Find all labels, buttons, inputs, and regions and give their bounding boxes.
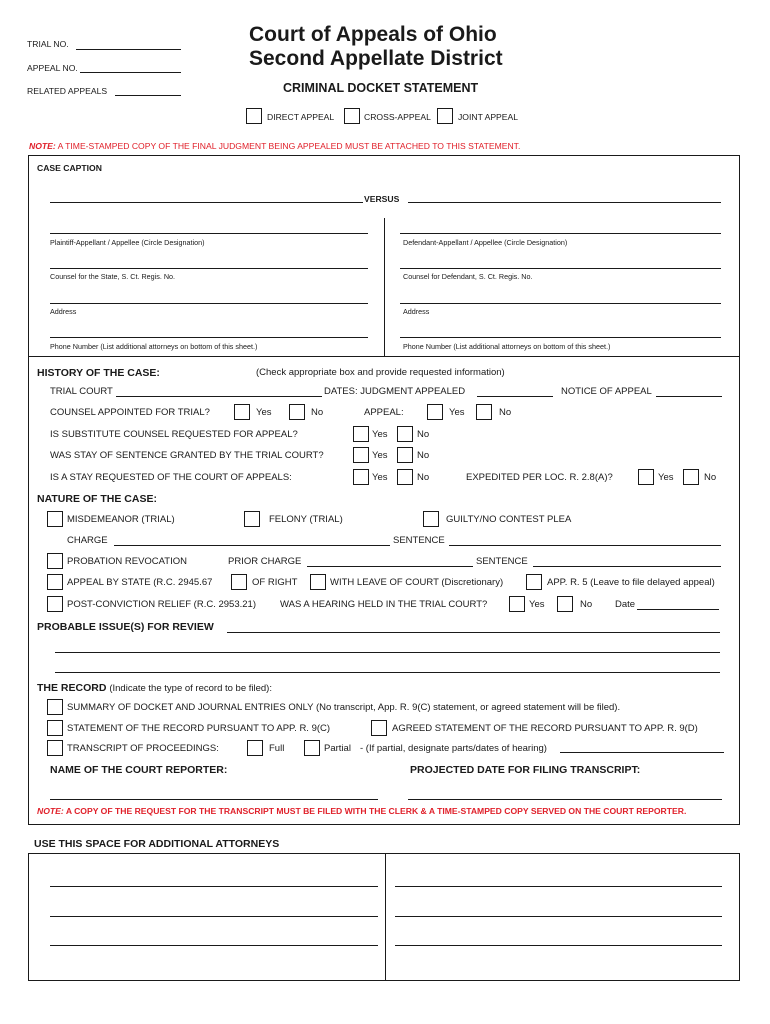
record-instruction: (Indicate the type of record to be filed): [109,683,272,694]
substitute-counsel-no-label: No [417,429,430,440]
prior-charge-field[interactable] [307,566,473,567]
misdemeanor-checkbox[interactable] [47,511,63,527]
hearing-no-label: No [580,599,593,610]
phone-right-field[interactable] [400,337,721,338]
stay-granted-label: WAS STAY OF SENTENCE GRANTED BY THE TRIAL COURT? [50,450,324,461]
full-label: Full [269,743,285,754]
hearing-yes-label: Yes [529,599,545,610]
stay-granted-no-label: No [417,450,430,461]
notice-of-appeal-label: NOTICE OF APPEAL [561,386,652,397]
guilty-plea-label: GUILTY/NO CONTEST PLEA [446,514,572,525]
transcript-label: TRANSCRIPT OF PROCEEDINGS: [67,743,219,754]
stay-requested-yes-label: Yes [372,472,388,483]
summary-checkbox[interactable] [47,699,63,715]
nature-title: NATURE OF THE CASE: [37,493,157,505]
substitute-counsel-label: IS SUBSTITUTE COUNSEL REQUESTED FOR APPEAL? [50,429,298,440]
trial-no-label: TRIAL NO. [27,39,69,49]
form-subtitle: CRIMINAL DOCKET STATEMENT [283,81,479,95]
felony-label: FELONY (TRIAL) [269,514,343,525]
attorney-right-line-2[interactable] [395,916,722,917]
caption-left-field[interactable] [50,202,363,203]
additional-divider [385,853,386,981]
counsel-defendant-field[interactable] [400,268,721,269]
caption-divider [384,218,385,356]
caption-bottom-rule [28,356,740,357]
date-label: Date [615,599,636,610]
cross-appeal-checkbox[interactable] [344,108,360,124]
versus-label: VERSUS [364,194,400,204]
issues-title: PROBABLE ISSUE(S) FOR REVIEW [37,621,214,633]
bottom-note-text: A COPY OF THE REQUEST FOR THE TRANSCRIPT MUST BE FILED WITH THE CLERK & A TIME-STAMPED COPY SERVED ON THE COURT REPORTER. [65,806,687,816]
hearing-held-label: WAS A HEARING HELD IN THE TRIAL COURT? [280,599,488,610]
reporter-field[interactable] [50,799,378,800]
reporter-label: NAME OF THE COURT REPORTER: [50,764,228,776]
plaintiff-label: Plaintiff-Appellant / Appellee (Circle Designation) [50,238,205,247]
record-title: THE RECORD [37,682,107,694]
additional-attorneys-frame [28,853,740,981]
phone-left-field[interactable] [50,337,368,338]
additional-title: USE THIS SPACE FOR ADDITIONAL ATTORNEYS [34,838,280,850]
counsel-state-field[interactable] [50,268,368,269]
top-note-text: A TIME-STAMPED COPY OF THE FINAL JUDGMENT BEING APPEALED MUST BE ATTACHED TO THIS STATEMENT. [57,141,521,151]
misdemeanor-label: MISDEMEANOR (TRIAL) [67,514,175,525]
partial-label: Partial [324,743,351,754]
direct-appeal-label: DIRECT APPEAL [267,112,335,122]
judgment-date-field[interactable] [477,396,553,397]
expedited-no-checkbox[interactable] [683,469,699,485]
stay-granted-no-checkbox[interactable] [397,447,413,463]
case-caption-title: CASE CAPTION [37,163,102,173]
agreed-label: AGREED STATEMENT OF THE RECORD PURSUANT TO APP. R. 9(D) [392,723,698,734]
title-line-2: Second Appellate District [249,47,503,70]
dates-judgment-label: DATES: JUDGMENT APPEALED [324,386,466,397]
counsel-appointed-yes-label: Yes [256,407,272,418]
phone-right-label: Phone Number (List additional attorneys on bottom of this sheet.) [403,342,611,351]
stay-granted-yes-label: Yes [372,450,388,461]
bottom-note-label: NOTE: [37,806,64,816]
guilty-plea-checkbox[interactable] [423,511,439,527]
joint-appeal-checkbox[interactable] [437,108,453,124]
defendant-label: Defendant-Appellant / Appellee (Circle Designation) [403,238,568,247]
post-conviction-checkbox[interactable] [47,596,63,612]
bottom-note [37,807,686,816]
counsel-state-label: Counsel for the State, S. Ct. Regis. No. [50,272,176,281]
sentence2-field[interactable] [533,566,721,567]
record-heading [37,683,272,694]
statement-checkbox[interactable] [47,720,63,736]
stay-requested-yes-checkbox[interactable] [353,469,369,485]
summary-label: SUMMARY OF DOCKET AND JOURNAL ENTRIES ONLY (No transcript, App. R. 9(C) statement, or agreed statement will be filed). [67,702,621,713]
app-r5-checkbox[interactable] [526,574,542,590]
partial-dates-field[interactable] [560,752,724,753]
expedited-yes-label: Yes [658,472,674,483]
address-left-label: Address [50,307,77,316]
transcript-checkbox[interactable] [47,740,63,756]
of-right-label: OF RIGHT [252,577,298,588]
related-appeals-label: RELATED APPEALS [27,86,108,96]
substitute-counsel-yes-label: Yes [372,429,388,440]
appeal-by-state-checkbox[interactable] [47,574,63,590]
top-note [29,142,520,151]
appeal-no-label: APPEAL NO. [27,63,78,73]
history-title: HISTORY OF THE CASE: [37,367,160,379]
felony-checkbox[interactable] [244,511,260,527]
issues-line-3[interactable] [55,672,720,673]
direct-appeal-checkbox[interactable] [246,108,262,124]
of-right-checkbox[interactable] [231,574,247,590]
post-conviction-label: POST-CONVICTION RELIEF (R.C. 2953.21) [67,599,256,610]
appeal-counsel-no-label: No [499,407,512,418]
expedited-yes-checkbox[interactable] [638,469,654,485]
appeal-by-state-label: APPEAL BY STATE (R.C. 2945.67 [67,577,213,588]
sentence-field[interactable] [449,545,721,546]
appeal-counsel-yes-label: Yes [449,407,465,418]
appeal-counsel-label: APPEAL: [364,407,404,418]
agreed-checkbox[interactable] [371,720,387,736]
trial-court-field[interactable] [116,396,322,397]
defendant-field[interactable] [400,233,721,234]
trial-court-label: TRIAL COURT [50,386,113,397]
with-leave-label: WITH LEAVE OF COURT (Discretionary) [330,577,504,588]
address-left-field[interactable] [50,303,368,304]
projected-date-field[interactable] [408,799,722,800]
hearing-yes-checkbox[interactable] [509,596,525,612]
attorney-right-line-3[interactable] [395,945,722,946]
history-instruction: (Check appropriate box and provide requested information) [256,367,505,378]
counsel-defendant-label: Counsel for Defendant, S. Ct. Regis. No. [403,272,533,281]
sentence-label: SENTENCE [393,535,445,546]
expedited-label: EXPEDITED PER LOC. R. 2.8(A)? [466,472,613,483]
plaintiff-field[interactable] [50,233,368,234]
attorney-right-line-1[interactable] [395,886,722,887]
address-right-field[interactable] [400,303,721,304]
counsel-appointed-label: COUNSEL APPOINTED FOR TRIAL? [50,407,210,418]
probation-label: PROBATION REVOCATION [67,556,187,567]
partial-note: - (If partial, designate parts/dates of hearing) [360,743,547,754]
stay-granted-yes-checkbox[interactable] [353,447,369,463]
appeal-counsel-no-checkbox[interactable] [476,404,492,420]
title-line-1: Court of Appeals of Ohio [249,23,497,46]
counsel-appointed-yes-checkbox[interactable] [234,404,250,420]
attorney-left-line-2[interactable] [50,916,378,917]
appeal-counsel-yes-checkbox[interactable] [427,404,443,420]
top-note-label: NOTE: [29,141,56,151]
substitute-counsel-yes-checkbox[interactable] [353,426,369,442]
trial-no-field[interactable] [76,49,181,50]
issues-line-1[interactable] [227,632,720,633]
stay-requested-label: IS A STAY REQUESTED OF THE COURT OF APPEALS: [50,472,292,483]
partial-checkbox[interactable] [304,740,320,756]
joint-appeal-label: JOINT APPEAL [458,112,519,122]
address-right-label: Address [403,307,430,316]
issues-line-2[interactable] [55,652,720,653]
hearing-no-checkbox[interactable] [557,596,573,612]
sentence2-label: SENTENCE [476,556,528,567]
attorney-left-line-1[interactable] [50,886,378,887]
attorney-left-line-3[interactable] [50,945,378,946]
stay-requested-no-checkbox[interactable] [397,469,413,485]
full-checkbox[interactable] [247,740,263,756]
cross-appeal-label: CROSS-APPEAL [364,112,431,122]
prior-charge-label: PRIOR CHARGE [228,556,302,567]
caption-right-field[interactable] [408,202,721,203]
statement-label: STATEMENT OF THE RECORD PURSUANT TO APP. R. 9(C) [67,723,331,734]
phone-left-label: Phone Number (List additional attorneys on bottom of this sheet.) [50,342,258,351]
probation-checkbox[interactable] [47,553,63,569]
expedited-no-label: No [704,472,717,483]
counsel-appointed-no-label: No [311,407,324,418]
app-r5-label: APP. R. 5 (Leave to file delayed appeal) [547,577,715,588]
notice-of-appeal-field[interactable] [656,396,722,397]
hearing-date-field[interactable] [637,609,719,610]
counsel-appointed-no-checkbox[interactable] [289,404,305,420]
charge-field[interactable] [114,545,390,546]
substitute-counsel-no-checkbox[interactable] [397,426,413,442]
appeal-no-field[interactable] [80,72,181,73]
stay-requested-no-label: No [417,472,430,483]
with-leave-checkbox[interactable] [310,574,326,590]
related-appeals-field[interactable] [115,95,181,96]
projected-date-label: PROJECTED DATE FOR FILING TRANSCRIPT: [410,764,641,776]
charge-label: CHARGE [67,535,108,546]
